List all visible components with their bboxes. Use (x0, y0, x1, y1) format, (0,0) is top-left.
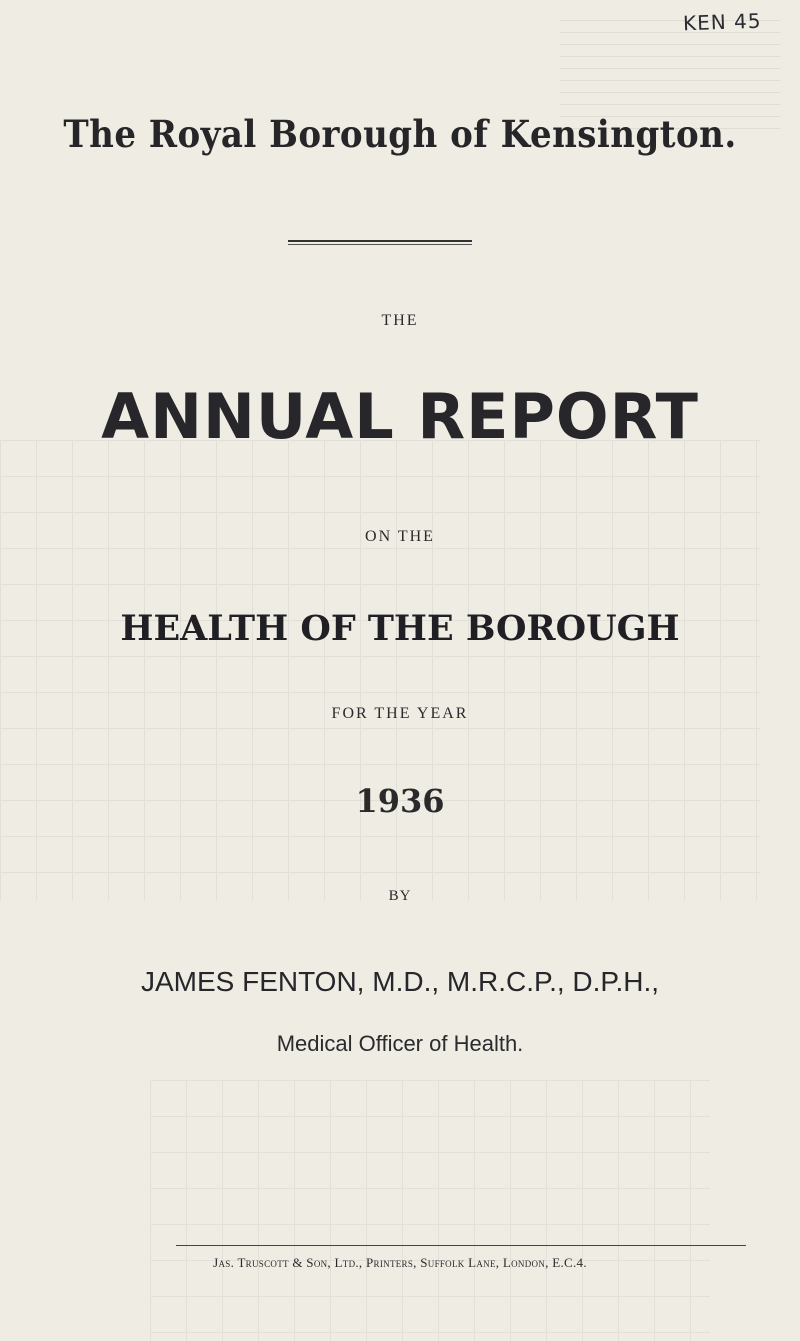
report-year: 1936 (355, 782, 445, 820)
report-title: ANNUAL REPORT (101, 380, 699, 453)
report-subject: HEALTH OF THE BOROUGH (120, 608, 680, 649)
bleed-through-chart (150, 1080, 710, 1341)
author-position: Medical Officer of Health. (276, 1031, 524, 1056)
borough-title: The Royal Borough of Kensington. (63, 112, 737, 156)
handwritten-catalog-mark: KEN 45 (683, 8, 763, 36)
intro-word: THE (381, 312, 419, 329)
printer-imprint-text: Jas. Truscott & Son, Ltd., Printers, Suffolk Lane, London, E.C.4. (213, 1255, 587, 1270)
by-label: BY (388, 888, 412, 904)
title-divider (288, 240, 472, 242)
footer-divider (176, 1245, 746, 1246)
for-the-year-label: FOR THE YEAR (331, 705, 469, 722)
printer-imprint (0, 1255, 800, 1271)
bleed-through-chart (0, 440, 760, 900)
on-the-label: ON THE (365, 528, 435, 545)
author-name: JAMES FENTON, M.D., M.R.C.P., D.P.H., (140, 966, 660, 997)
